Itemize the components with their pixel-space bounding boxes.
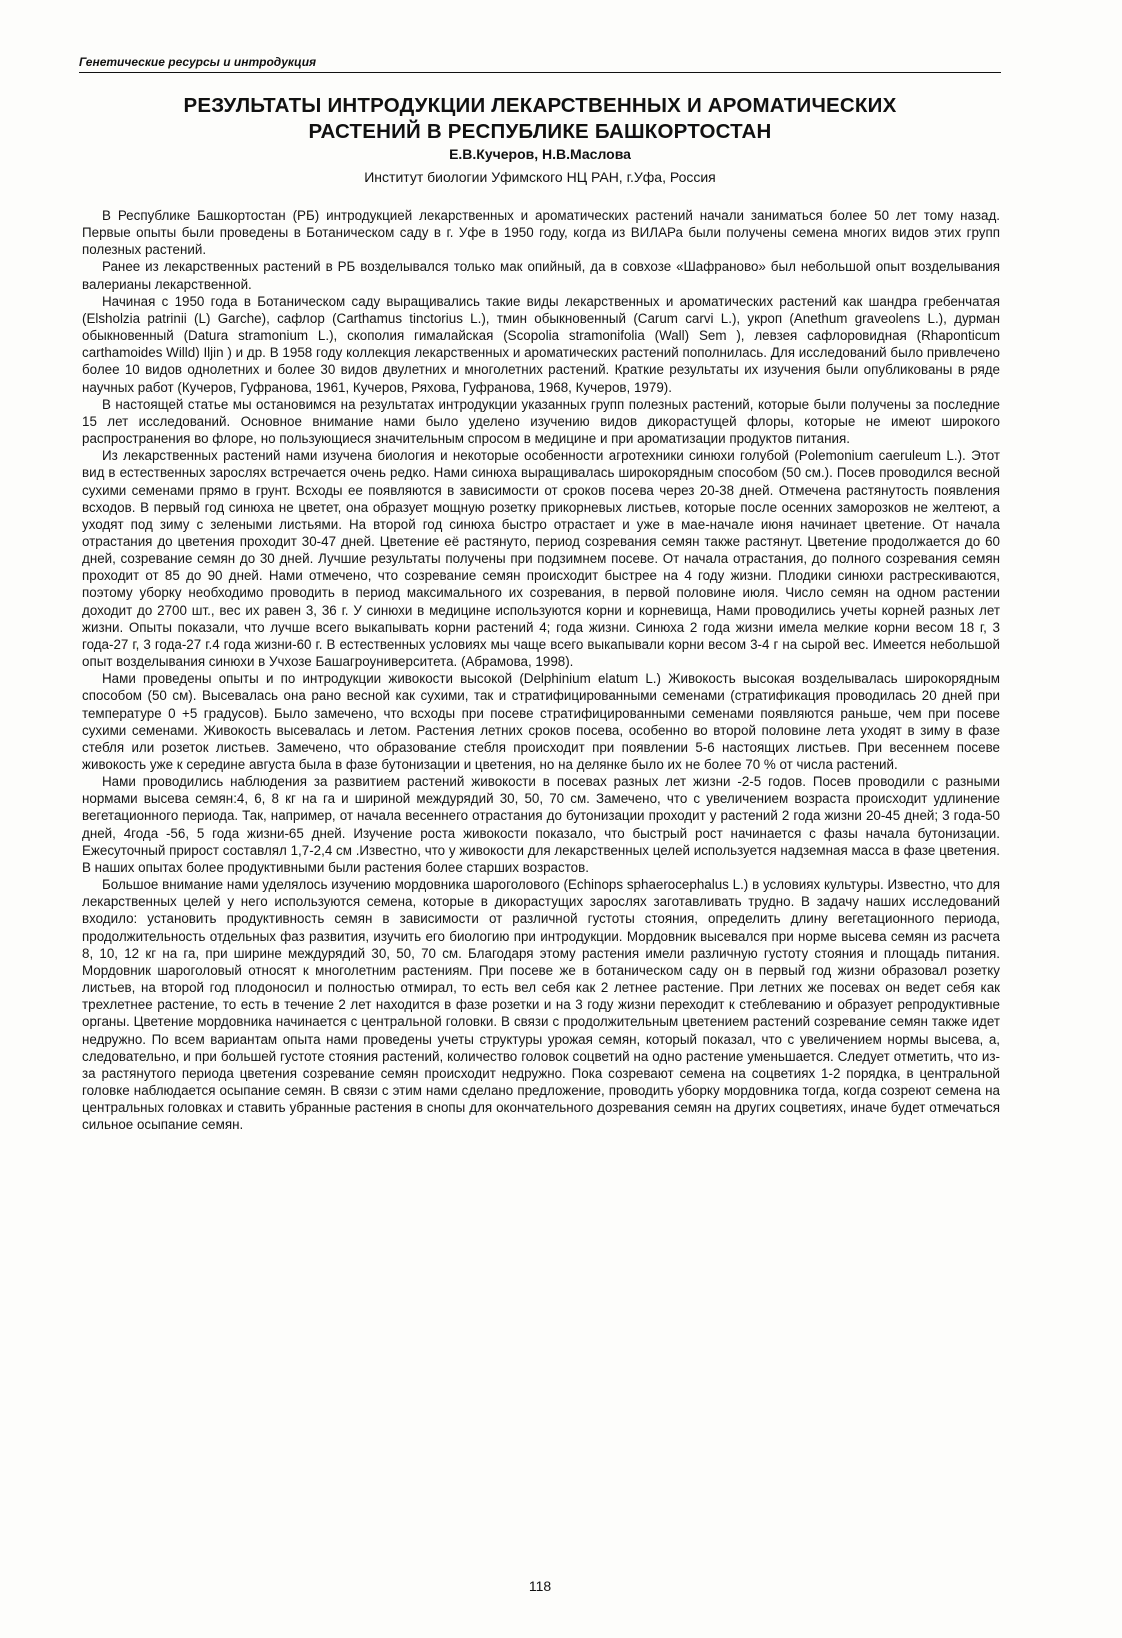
article-title: [79, 93, 1001, 145]
article-body: [82, 207, 1000, 1133]
article-title-line-1: РЕЗУЛЬТАТЫ ИНТРОДУКЦИИ ЛЕКАРСТВЕННЫХ И АРОМАТИЧЕСКИХ: [183, 94, 897, 117]
article-authors: Е.В.Кучеров, Н.В.Маслова: [449, 146, 631, 162]
paragraph-article-scope: В настоящей статье мы остановимся на результатах интродукции указанных групп полезных растений, которые были получены за последние 15 лет исследований. Основное внимание нами было уделено изучению видов дикорастущей флоры, которые не имеют широкого распространения во флоре, но пользующиеся значительным спросом в медицине и при ароматизации продуктов питания.: [82, 396, 1000, 447]
paragraph-intro: В Республике Башкортостан (РБ) интродукцией лекарственных и ароматических растений начали заниматься более 50 лет тому назад. Первые опыты были проведены в Ботаническом саду в г. Уфе в 1950 году, когда из ВИЛАРа были получены семена многих видов этих групп полезных растений.: [82, 208, 1000, 258]
paragraph-botanical-garden: Начиная с 1950 года в Ботаническом саду выращивались такие виды лекарственных и ароматических растений как шандра гребенчатая (Elsholzia patrinii (L) Garche), сафлор (Carthamus tinctorius L.), тмин обыкновенный (Carum carvi L.), укроп (Anethum graveolens L.), дурман обыкновенный (Datura stramonium L.), скополия гималайская (Scopolia stramonifolia (Wall) Sem ), левзея сафлоровидная (Rhaponticum carthamoides Willd) Iljin ) и др. В 1958 году коллекция лекарственных и ароматических растений пополнилась. Для исследований было привлечено более 10 видов однолетних и более 30 видов двулетних и многолетних растений. Краткие результаты их изучения были опубликованы в ряде научных работ (Кучеров, Гуфранова, 1961, Кучеров, Ряхова, Гуфранова, 1968, Кучеров, 1979).: [82, 293, 1000, 395]
paragraph-polemonium: Из лекарственных растений нами изучена биология и некоторые особенности агротехники синюхи голубой (Polemonium caeruleum L.). Этот вид в естественных зарослях встречается очень редко. Нами синюха выращивалась широкорядным способом (50 см.). Посев проводился весной сухими семенами прямо в грунт. Всходы ее появляются в зависимости от сроков посева через 20-38 дней. Отмечена растянутость появления всходов. В первый год синюха не цветет, она образует мощную розетку прикорневых листьев, которые после осенних заморозков не желтеют, а уходят под зиму с зелеными листьями. На второй год синюха быстро отрастает и уже в мае-начале июня начинает цветение. От начала отрастания до цветения проходит 30-47 дней. Цветение её растянуто, период созревания семян также растянут. Цветение продолжается до 60 дней, созревание семян до 30 дней. Лучшие результаты получены при подзимнем посеве. От начала отрастания, до полного созревания семян проходит от 85 до 90 дней. Нами отмечено, что созревание семян происходит быстрее на 4 году жизни. Плодики синюхи растрескиваются, поэтому уборку необходимо проводить в период максимального их созревания, в первой половине июля. Число семян на одном растении доходит до 2700 шт., вес их равен 3, 36 г. У синюхи в медицине используются корни и корневища, Нами проводились учеты корней разных лет жизни. Опыты показали, что лучше всего выкапывать корни растений 4; года жизни. Синюха 2 года жизни имела мелкие корни весом 18 г, 3 года-27 г, 3 года-27 г.4 года жизни-60 г. В естественных условиях мы чаще всего выкапывали корни весом 3-4 г на сырой вес. Имеется небольшой опыт возделывания синюхи в Учхозе Башагроуниверситета. (Абрамова, 1998).: [82, 448, 1000, 670]
paragraph-early-cultivation: Ранее из лекарственных растений в РБ возделывался только мак опийный, да в совхозе «Шафраново» был небольшой опыт возделывания валерианы лекарственной.: [82, 259, 1000, 292]
page-number: 118: [528, 1578, 552, 1594]
paragraph-delphinium: Нами проведены опыты и по интродукции живокости высокой (Delphinium elatum L.) Живокость высокая возделывалась широкорядным способом (50 см). Высевалась она рано весной как сухими, так и стратифицированными семенами (стратификация проводилась 20 дней при температуре 0 +5 градусов). Было замечено, что всходы при посеве стратифицированными семенами появляются раньше, чем при посеве сухими семенами. Живокость высевалась и летом. Растения летних сроков посева, особенно во второй половине лета уходят в зиму в фазе стебля или розеток листьев. Замечено, что образование стебля происходит при появлении 5-6 настоящих листьев. При весеннем посеве живокость уже к середине августа была в фазе бутонизации и цветения, но на делянке было их не более 70 % от числа растений.: [82, 671, 1000, 772]
paragraph-echinops: Большое внимание нами уделялось изучению мордовника шароголового (Echinops sphaerocephalus L.) в условиях культуры. Известно, что для лекарственных целей у него используются семена, которые в дикорастущих зарослях заготавливать трудно. В задачу наших исследований входило: установить продуктивность семян в зависимости от различной густоты стояния, определить длину вегетационного периода, продолжительность отдельных фаз развития, изучить его биологию при интродукции. Мордовник высевался при норме высева семян из расчета 8, 10, 12 кг на га, при ширине междурядий 30, 50, 70 см. Благодаря этому растения имели различную густоту стояния и площадь питания. Мордовник шароголовый относят к многолетним растениям. При посеве же в ботаническом саду он в первый год жизни образовал розетку листьев, на второй год плодоносил и полностью отмирал, то есть вел себя как 2 летнее растение. При летних же посевах он ведет себя как трехлетнее растение, то есть в течение 2 лет находится в фазе розетки и на 3 году жизни переходит к стеблеванию и образует репродуктивные органы. Цветение мордовника начинается с центральной головки. В связи с продолжительным цветением растений созревание семян также идет недружно. По всем вариантам опыта нами проведены учеты структуры урожая семян, который показал, что с увеличением нормы высева, а, следовательно, и при большей густоте стояния растений, количество головок соцветий на одно растение уменьшается. Следует отметить, что из-за растянутого периода цветения созревание семян происходит недружно. Пока созревают семена на соцветиях 1-2 порядка, в центральной головке наблюдается осыпание семян. В связи с этим нами сделано предложение, проводить уборку мордовника тогда, когда созреют семена на центральных головках и ставить убранные растения в снопы для окончательного дозревания семян на других соцветиях, иначе будет отмечаться сильное осыпание семян.: [82, 877, 1000, 1133]
running-header: Генетические ресурсы и интродукция: [79, 55, 1001, 73]
paragraph-delphinium-observations: Нами проводились наблюдения за развитием растений живокости в посевах разных лет жизни -2-5 годов. Посев проводили с разными нормами высева семян:4, 6, 8 кг на га и шириной междурядий 30, 50, 70 см. Замечено, что с увеличением возраста происходит удлинение вегетационного периода. Так, например, от начала весеннего отрастания до бутонизации проходит у растений 2 года жизни 20-45 дней; 3 года-50 дней, 4года -56, 5 года жизни-65 дней. Изучение роста живокости показало, что быстрый рост начинается с фазы начала бутонизации. Ежесуточный прирост составлял 1,7-2,4 см .Известно, что у живокости для лекарственных целей используется надземная масса в фазе цветения. В наших опытах более продуктивными были растения более старших возрастов.: [82, 774, 1000, 875]
article-title-line-2: РАСТЕНИЙ В РЕСПУБЛИКЕ БАШКОРТОСТАН: [308, 120, 772, 143]
author-affiliation: Институт биологии Уфимского НЦ РАН, г.Уфа, Россия: [364, 169, 716, 185]
